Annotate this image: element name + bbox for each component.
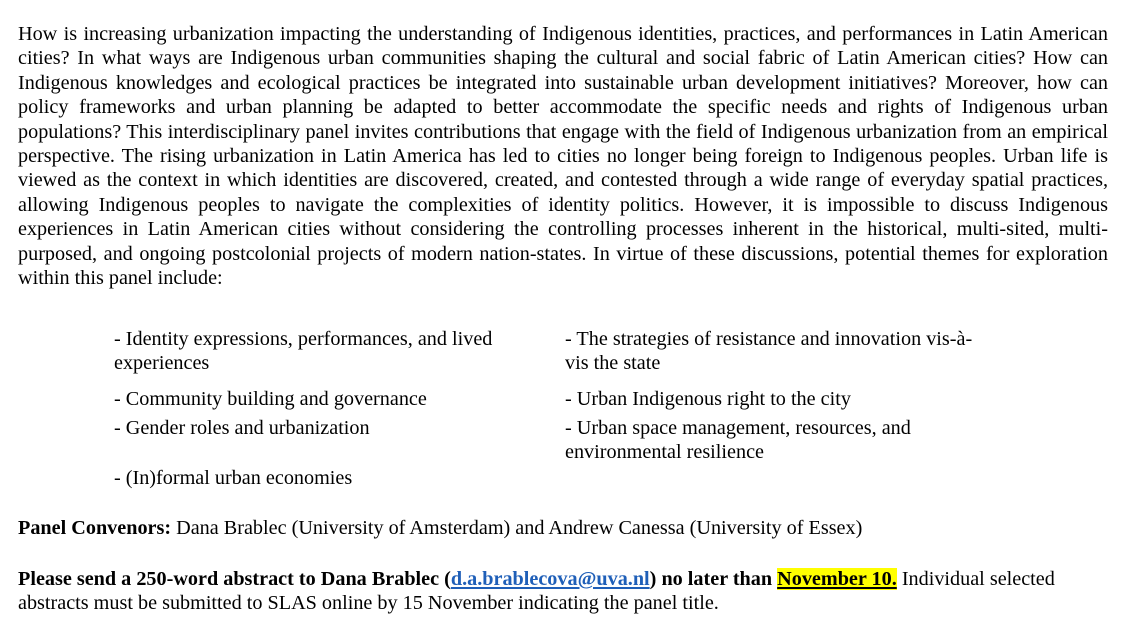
submission-instructions [18, 567, 1108, 616]
panel-convenors [18, 516, 1108, 540]
submission-rest: Individual selected abstracts must be submitted to SLAS online by 15 November indicating the panel title. [18, 568, 1055, 615]
theme-item: - Urban space management, resources, and environmental resilience [565, 417, 911, 464]
deadline-highlight: November 10. [777, 568, 897, 590]
convenors-names: Dana Brablec (University of Amsterdam) and Andrew Canessa (University of Essex) [171, 517, 863, 539]
email-link[interactable]: d.a.brablecova@uva.nl [450, 568, 650, 590]
theme-item: - (In)formal urban economies [114, 467, 353, 489]
theme-item: - Gender roles and urbanization [114, 417, 370, 439]
submission-lead: Please send a 250-word abstract to Dana Brablec ( [18, 568, 451, 590]
theme-item: - Identity expressions, performances, and lived experiences [114, 328, 493, 375]
theme-item: - The strategies of resistance and innovation vis-à-vis the state [565, 328, 973, 375]
intro-paragraph: How is increasing urbanization impacting the understanding of Indigenous identities, practices, and performances in Latin American cities? In what ways are Indigenous urban communities shaping the cultural and social fabric of Latin American cities? How can Indigenous knowledges and ecological practices be integrated into sustainable urban development initiatives? Moreover, how can policy frameworks and urban planning be adapted to better accommodate the specific needs and rights of Indigenous urban populations? This interdisciplinary panel invites contributions that engage with the field of Indigenous urbanization from an empirical perspective. The rising urbanization in Latin America has led to cities no longer being foreign to Indigenous peoples. Urban life is viewed as the context in which identities are discovered, created, and contested through a wide range of everyday spatial practices, allowing Indigenous peoples to navigate the complexities of identity politics. However, it is impossible to discuss Indigenous experiences in Latin American cities without considering the controlling processes inherent in the historical, multi-sited, multi-purposed, and ongoing postcolonial projects of modern nation-states. In virtue of these discussions, potential themes for exploration within this panel include: [18, 23, 1108, 290]
theme-item: - Community building and governance [114, 388, 427, 410]
theme-item: - Urban Indigenous right to the city [565, 388, 851, 410]
submission-mid: ) no later than [649, 568, 778, 590]
convenors-label: Panel Convenors: [18, 517, 172, 539]
